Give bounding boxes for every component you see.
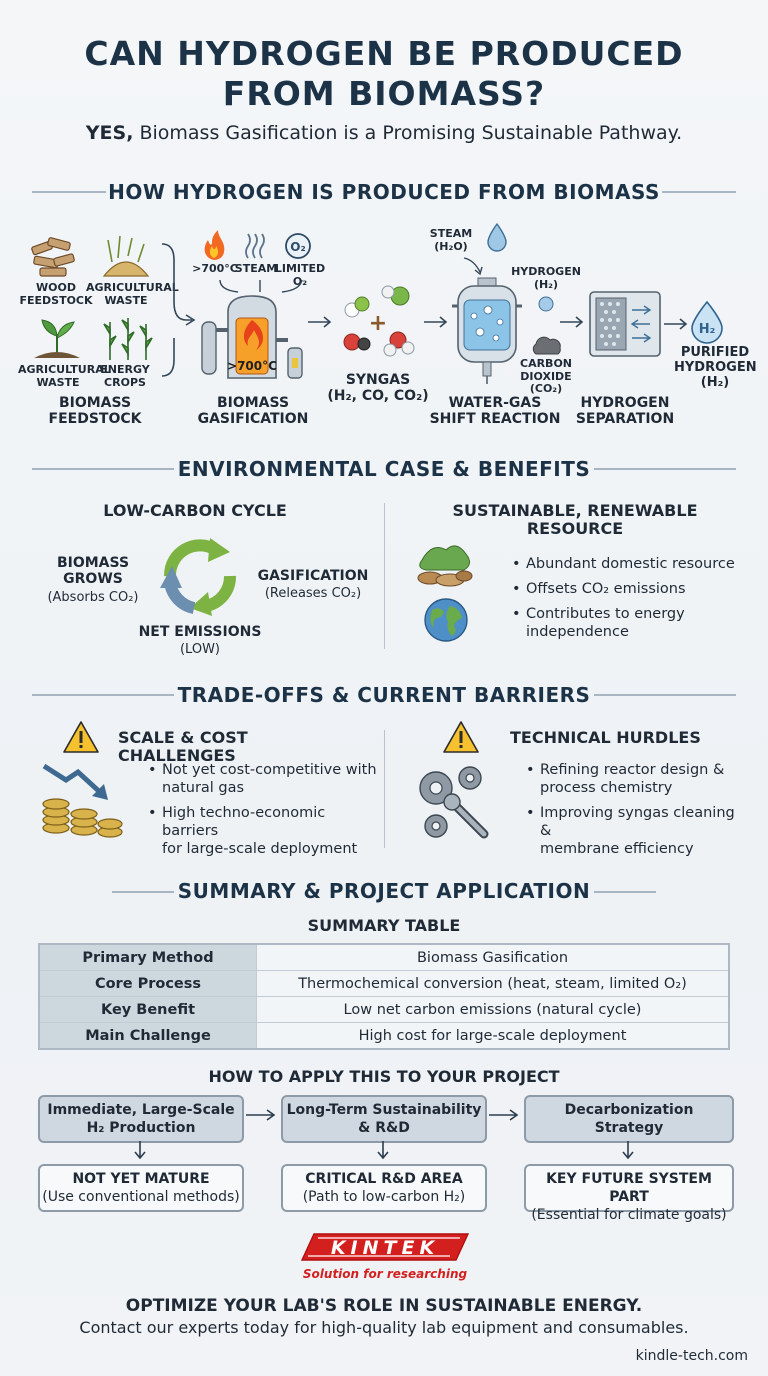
- gasifier-reactor-icon: [196, 290, 308, 386]
- scale-point: • High techno-economic barriers for large-scale deployment: [162, 804, 378, 858]
- scale-list: [148, 761, 378, 865]
- column-divider: [384, 730, 385, 848]
- warning-icon: [62, 720, 100, 754]
- cycle-right-sub: (Releases CO₂): [264, 586, 362, 601]
- oxygen-icon: [284, 232, 312, 260]
- cycle-title: LOW-CARBON CYCLE: [103, 501, 287, 520]
- table-value: Low net carbon emissions (natural cycle): [257, 997, 730, 1023]
- arrow-down-icon: [133, 1140, 147, 1162]
- footer-headline: OPTIMIZE YOUR LAB'S ROLE IN SUSTAINABLE ENERGY.: [125, 1296, 643, 1316]
- falling-coins-icon: [40, 758, 126, 840]
- table-value: Thermochemical conversion (heat, steam, limited O₂): [257, 971, 730, 997]
- arrow-right-icon: [487, 1108, 521, 1122]
- table-value: High cost for large-scale deployment: [257, 1023, 730, 1050]
- biomass-pile-icon: [412, 540, 476, 590]
- table-key: Core Process: [39, 971, 257, 997]
- outcome-sub: (Essential for climate goals): [531, 1207, 727, 1223]
- table-row: [39, 944, 729, 971]
- kintek-logo[interactable]: [300, 1230, 470, 1284]
- syngas-molecules-icon: [334, 282, 422, 362]
- outcome-box-longterm: [281, 1164, 487, 1212]
- arrow-down-icon: [376, 1140, 390, 1162]
- o2-symbol: O₂: [290, 240, 306, 254]
- title-line-2: FROM BIOMASS?: [222, 74, 546, 113]
- cycle-left-label: BIOMASS GROWS: [56, 555, 130, 588]
- table-row: [39, 1023, 729, 1050]
- subtitle-yes: YES,: [85, 122, 134, 144]
- outcome-box-immediate: [38, 1164, 244, 1212]
- energy-crops-icon: [100, 314, 156, 362]
- svg-text:+: +: [368, 311, 388, 336]
- co2-out-label: CARBON DIOXIDE (CO₂): [520, 357, 572, 396]
- apply-title: HOW TO APPLY THIS TO YOUR PROJECT: [208, 1067, 560, 1086]
- summary-table: [38, 943, 730, 1050]
- arrow-right-icon: [560, 316, 584, 328]
- h2-symbol: H₂: [698, 322, 716, 337]
- arrow-right-icon: [664, 318, 688, 330]
- arrow-right-icon: [244, 1108, 278, 1122]
- footer-body: Contact our experts today for high-quality lab equipment and consumables.: [79, 1318, 689, 1337]
- resource-point: • Abundant domestic resource: [526, 555, 742, 573]
- section-title-process: HOW HYDROGEN IS PRODUCED FROM BIOMASS: [108, 180, 660, 204]
- resource-list: [512, 555, 742, 648]
- section-title-summary: SUMMARY & PROJECT APPLICATION: [177, 879, 591, 903]
- input-steam-label: STEAM: [234, 262, 278, 275]
- page-subtitle: [0, 122, 768, 144]
- feed-agri-label-2: AGRICULTURAL WASTE: [18, 363, 111, 389]
- tech-point: • Improving syngas cleaning & membrane efficiency: [540, 804, 746, 858]
- hydrogen-drop-icon: [688, 300, 726, 344]
- outcome-title: NOT YET MATURE: [72, 1171, 210, 1187]
- seedling-icon: [30, 316, 84, 362]
- feed-wood-label: WOOD FEEDSTOCK: [19, 281, 93, 307]
- outcome-sub: (Use conventional methods): [42, 1189, 240, 1205]
- page-title: [0, 34, 768, 114]
- table-key: Main Challenge: [39, 1023, 257, 1050]
- column-divider: [384, 503, 385, 649]
- cycle-bottom-sub: (LOW): [179, 642, 220, 657]
- table-row: [39, 971, 729, 997]
- title-line-1: CAN HYDROGEN BE PRODUCED: [84, 34, 684, 73]
- feed-agri-label: AGRICULTURAL WASTE: [86, 281, 179, 307]
- step-box-immediate: Immediate, Large-Scale H₂ Production: [38, 1095, 244, 1143]
- feed-energy-label: ENERGY CROPS: [100, 363, 150, 389]
- membrane-separator-icon: [588, 290, 662, 358]
- logo-tagline: Solution for researching: [302, 1267, 468, 1281]
- cycle-left-sub: (Absorbs CO₂): [47, 590, 139, 605]
- outcome-title: KEY FUTURE SYSTEM PART: [546, 1171, 712, 1205]
- gears-wrench-icon: [410, 760, 494, 842]
- table-key: Key Benefit: [39, 997, 257, 1023]
- site-link[interactable]: kindle-tech.com: [635, 1348, 748, 1364]
- resource-point: • Contributes to energy independence: [526, 605, 742, 641]
- resource-point: • Offsets CO₂ emissions: [526, 580, 742, 598]
- summary-table-title: SUMMARY TABLE: [307, 916, 461, 935]
- section-title-environment: ENVIRONMENTAL CASE & BENEFITS: [177, 457, 591, 481]
- subtitle-text: Biomass Gasification is a Promising Sustainable Pathway.: [133, 122, 683, 144]
- input-temp-label: >700°C: [192, 262, 238, 275]
- table-row: [39, 997, 729, 1023]
- shift-steam-label: STEAM (H₂O): [429, 227, 473, 253]
- shift-label: WATER-GAS SHIFT REACTION: [429, 395, 561, 428]
- recycle-cycle-icon: [154, 530, 246, 622]
- feed-bracket-arrow: [160, 240, 196, 380]
- scale-title: SCALE & COST CHALLENGES: [118, 728, 248, 766]
- arrow-right-icon: [308, 316, 332, 328]
- reactor-temp: >700°C: [227, 359, 277, 373]
- syngas-label: SYNGAS (H₂, CO, CO₂): [327, 372, 429, 405]
- purified-hydrogen-label: PURIFIED HYDROGEN (H₂): [674, 345, 757, 390]
- water-drop-icon: [486, 222, 508, 252]
- tech-point: • Refining reactor design & process chemistry: [540, 761, 746, 797]
- tech-list: [526, 761, 746, 865]
- outcome-box-decarbonization: [524, 1164, 734, 1223]
- separation-label: HYDROGEN SEPARATION: [575, 395, 675, 428]
- cycle-right-label: GASIFICATION: [257, 568, 369, 584]
- scale-point: • Not yet cost-competitive with natural gas: [162, 761, 378, 797]
- flame-icon: [200, 230, 228, 262]
- input-o2-label: LIMITED O₂: [274, 262, 326, 288]
- globe-icon: [422, 596, 470, 644]
- arrow-right-icon: [424, 316, 448, 328]
- tech-title: TECHNICAL HURDLES: [510, 728, 701, 747]
- outcome-title: CRITICAL R&D AREA: [305, 1171, 463, 1187]
- gasification-label: BIOMASS GASIFICATION: [197, 395, 309, 428]
- hydrogen-out-label: HYDROGEN (H₂): [511, 265, 581, 291]
- steam-icon: [240, 230, 270, 260]
- co2-cloud-icon: [530, 334, 564, 356]
- wood-feedstock-icon: [26, 234, 82, 282]
- step-box-longterm: Long-Term Sustainability & R&D: [281, 1095, 487, 1143]
- biomass-feedstock-label: BIOMASS FEEDSTOCK: [48, 395, 142, 428]
- outcome-sub: (Path to low-carbon H₂): [302, 1189, 466, 1205]
- steam-arrow: [460, 256, 490, 278]
- logo-text: KINTEK: [330, 1237, 440, 1259]
- section-title-barriers: TRADE-OFFS & CURRENT BARRIERS: [177, 683, 591, 707]
- table-value: Biomass Gasification: [257, 944, 730, 971]
- hydrogen-molecule-icon: [538, 296, 554, 312]
- arrow-down-icon: [621, 1140, 635, 1162]
- warning-icon: [442, 720, 480, 754]
- resource-title: SUSTAINABLE, RENEWABLE RESOURCE: [452, 501, 698, 539]
- agricultural-waste-icon: [98, 232, 154, 280]
- table-key: Primary Method: [39, 944, 257, 971]
- step-box-decarbonization: Decarbonization Strategy: [524, 1095, 734, 1143]
- cycle-bottom-label: NET EMISSIONS: [138, 624, 262, 640]
